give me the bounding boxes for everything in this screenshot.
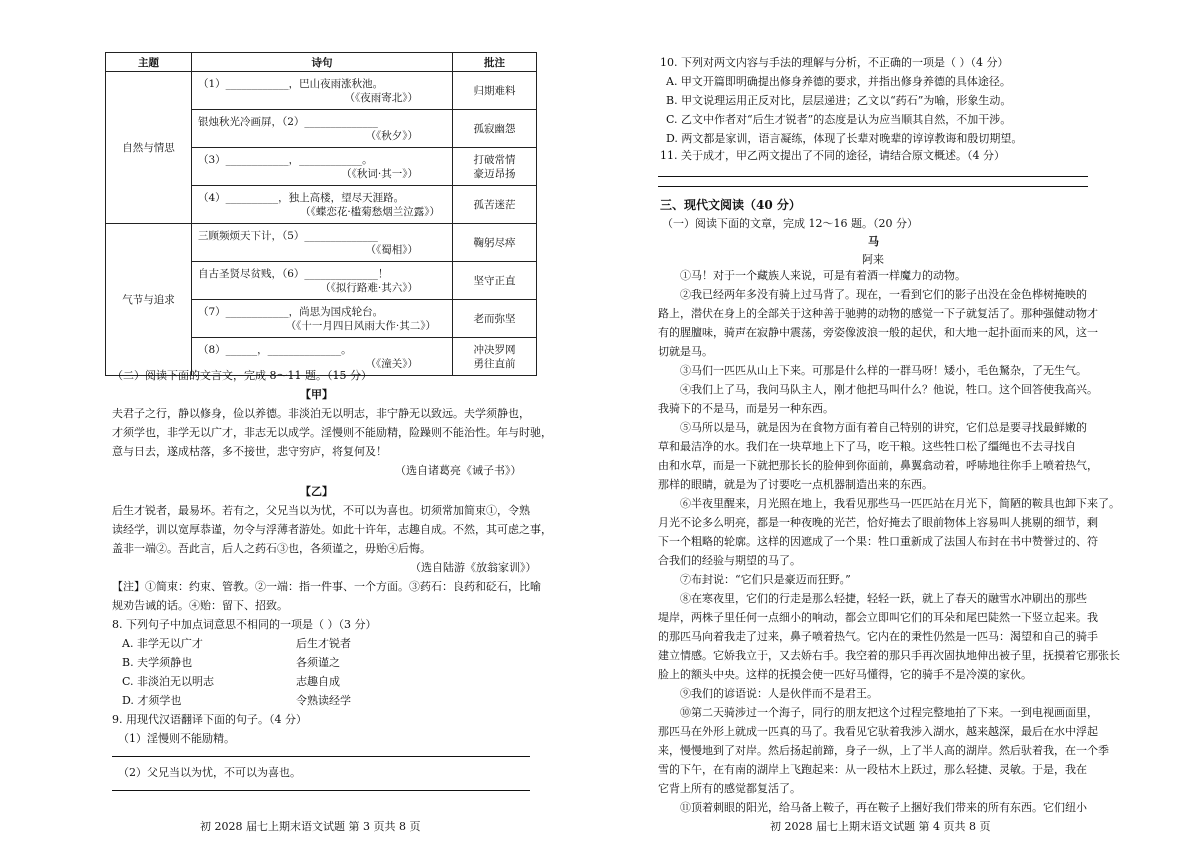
article-line: 路上，潜伏在身上的全部关于这种善于驰骋的动物的感觉一下子就复活了。那种强健动物才 <box>658 307 1098 320</box>
article-line: 雪的下午，在有南的湖岸上飞跑起来：从一段枯木上跃过，那么轻捷、灵敏。于是，我在 <box>658 763 1087 776</box>
table-header: 主题 <box>106 53 192 72</box>
theme-cell: 自然与情思 <box>106 72 192 224</box>
verse-cell <box>191 148 452 186</box>
article-title: 马 <box>868 235 879 248</box>
verse-line: （8）______，______________。 <box>197 343 352 356</box>
question-9-2: （2）父兄当以为忧，不可以为喜也。 <box>118 766 301 779</box>
passage-line: 才须学也，非学无以广才，非志无以成学。淫慢则不能励精，险躁则不能治性。年与时驰， <box>112 426 552 439</box>
note-cell: 孤寂幽怨 <box>453 110 537 148</box>
article-line: ⑥半夜里醒来，月光照在地上，我看见那些马一匹匹站在月光下，简陋的鞍具也卸下来了。 <box>680 497 1120 510</box>
right-page <box>600 0 1200 848</box>
note-cell <box>453 148 537 186</box>
article-line: 它背上所有的感觉都复活了。 <box>658 782 801 795</box>
verse-source: （《十一月四日风雨大作·其二》） <box>285 319 436 332</box>
passage-yi-title: 【乙】 <box>300 485 333 498</box>
article-line: ⑦布封说：“它们只是豪迈而狂野。” <box>680 573 851 586</box>
verse-line: 银烛秋光冷画屏，（2）______________ <box>197 115 378 128</box>
page-footer: 初 2028 届七上期末语文试题 第 3 页共 8 页 <box>200 820 421 833</box>
poetry-table <box>105 52 537 376</box>
option-a-right: 后生才锐者 <box>296 637 351 650</box>
verse-source: （《拟行路难·其六》） <box>320 281 418 294</box>
note-cell: 归期难料 <box>453 72 537 110</box>
verse-line: （3）____________，____________。 <box>197 153 373 166</box>
passage-line: 夫君子之行，静以修身，俭以养德。非淡泊无以明志，非宁静无以致远。夫学须静也， <box>112 407 530 420</box>
passage-line: 后生才锐者，最易坏。若有之，父兄当以为忧，不可以为喜也。切须常加简束①，令熟 <box>112 504 530 517</box>
answer-line <box>112 756 530 757</box>
page-footer: 初 2028 届七上期末语文试题 第 4 页共 8 页 <box>770 820 991 833</box>
verse-line: （1）____________，巴山夜雨涨秋池。 <box>197 77 384 90</box>
verse-line: （7）____________，尚思为国戍轮台。 <box>197 305 384 318</box>
table-row <box>106 224 537 262</box>
q10-option: B. 甲文说理运用正反对比，层层递进；乙文以“药石”为喻，形象生动。 <box>666 94 1012 107</box>
article-line: ⑩第二天骑涉过一个海子，同行的朋友把这个过程完整地拍了下来。一到电视画面里， <box>680 706 1098 719</box>
table-header-row <box>106 53 537 72</box>
option-a-left: A. 非学无以广才 <box>122 637 203 650</box>
article-line: 合我们的经验与期望的马了。 <box>658 554 801 567</box>
article-author: 阿来 <box>862 253 884 266</box>
verse-source: （《秋词·其一》） <box>341 167 418 180</box>
question-9: 9. 用现代汉语翻译下面的句子。（4 分） <box>112 713 307 726</box>
passage-source: （选自诸葛亮《诫子书》） <box>395 464 522 477</box>
note-cell: 坚守正直 <box>453 262 537 300</box>
article-line: 来，慢慢地到了对岸。然后扬起前蹄，身子一纵，上了半人高的湖岸。然后驮着我，在一个季 <box>658 744 1109 757</box>
article-line: 我骑下的不是马，而是另一种东西。 <box>658 402 834 415</box>
answer-line <box>658 186 1088 187</box>
option-d-right: 令熟读经学 <box>296 694 351 707</box>
verse-line: 自古圣贤尽贫贱，（6）______________！ <box>197 267 389 280</box>
article-line: 切就是马。 <box>658 345 713 358</box>
option-c-left: C. 非淡泊无以明志 <box>122 675 215 688</box>
article-line: 月光不论多么明亮，都是一种夜晚的光芒，恰好掩去了眼前物体上容易叫人挑剔的细节，剩 <box>658 516 1098 529</box>
table-header: 批注 <box>453 53 537 72</box>
verse-source: （《夜雨寄北》） <box>344 91 418 104</box>
section-intro: （二）阅读下面的文言文，完成 8～11 题。（15 分） <box>112 369 372 382</box>
verse-cell <box>191 110 452 148</box>
q10-option: D. 两文都是家训，语言凝练，体现了长辈对晚辈的谆谆教诲和殷切期望。 <box>666 132 1023 145</box>
article-line: 那样的眼睛，就是为了讨要吃一点机器制造出来的东西。 <box>658 478 933 491</box>
q10-option: A. 甲文开篇即明确提出修身养德的要求，并指出修身养德的具体途径。 <box>666 75 1011 88</box>
passage-jia-title: 【甲】 <box>300 388 333 401</box>
article-line: 脸上的额头中央。这样的抚摸会使一匹好马懂得，它的骑手不是冷漠的家伙。 <box>658 668 1032 681</box>
verse-cell <box>191 224 452 262</box>
option-b-right: 各须谨之 <box>296 656 340 669</box>
article-line: 由和水草，而是一下就把那长长的脸伸到你面前，鼻翼翕动着，呼哧地往你手上喷着热气， <box>658 459 1098 472</box>
question-10: 10. 下列对两文内容与手法的理解与分析，不正确的一项是（ ）（4 分） <box>660 56 1009 69</box>
verse-source: （《蜀相》） <box>365 243 418 256</box>
article-line: 建立情感。它娇我立于，又去娇右手。我空着的那只手再次固执地伸出被子里，抚摸着它那张长 <box>658 649 1120 662</box>
table-row <box>106 72 537 110</box>
article-line: ①马！对于一个藏族人来说，可是有着酒一样魔力的动物。 <box>680 269 966 282</box>
article-line: 的那匹马向着我走了过来，鼻子喷着热气。它内在的秉性仍然是一匹马：渴望和自己的骑手 <box>658 630 1098 643</box>
verse-cell <box>191 186 452 224</box>
answer-line <box>112 790 530 791</box>
option-d-left: D. 才须学也 <box>122 694 182 707</box>
notes-line: 【注】①简束：约束、管教。②一端：指一件事、一个方面。③药石：良药和砭石，比喻 <box>112 580 541 593</box>
article-line: ⑤马所以是马，就是因为在食物方面有着自己特别的讲究，它们总是要寻找最鲜嫩的 <box>680 421 1087 434</box>
passage-line: 意与日去，遂成枯落，多不接世，悲守穷庐，将复何及！ <box>112 445 387 458</box>
option-c-right: 志趣自成 <box>296 675 340 688</box>
passage-source: （选自陆游《放翁家训》） <box>410 561 537 574</box>
article-line: 草和最洁净的水。我们在一块草地上下了马，吃干粮。这些牲口松了缰绳也不去寻找自 <box>658 440 1076 453</box>
article-line: ⑪顶着刺眼的阳光，给马备上鞍子，再在鞍子上捆好我们带来的所有东西。它们纽小 <box>680 801 1087 814</box>
verse-source: （《蝶恋花·槛菊愁烟兰泣露》） <box>300 205 440 218</box>
passage-line: 盖非一端②。吾此言，后人之药石③也，各须谨之，毋贻④后悔。 <box>112 542 431 555</box>
note-cell: 老而弥坚 <box>453 300 537 338</box>
article-line: 有的腥膻味，骑声在寂静中震荡，旁姿像波浪一般的起伏，和大地一起扑面而来的风，这一 <box>658 326 1098 339</box>
answer-line <box>658 176 1088 177</box>
question-9-1: （1）淫慢则不能励精。 <box>118 732 235 745</box>
article-line: 堤岸，两株子里任何一点细小的响动，都会立即叫它们的耳朵和尾巴陡然一下竖立起来。我 <box>658 611 1098 624</box>
note-line: 打破常情 <box>473 153 516 166</box>
article-line: ④我们上了马，我问马队主人，刚才他把马叫什么？他说，牲口。这个回答使我高兴。 <box>680 383 1098 396</box>
note-cell: 孤苦迷茫 <box>453 186 537 224</box>
verse-cell <box>191 262 452 300</box>
question-11: 11. 关于成才，甲乙两文提出了不同的途径，请结合原文概述。（4 分） <box>660 149 1005 162</box>
verse-cell <box>191 72 452 110</box>
article-line: ⑧在寒夜里，它们的行走是那么轻捷，轻轻一跃，就上了春天的融雪水冲刷出的那些 <box>680 592 1087 605</box>
q10-option: C. 乙文中作者对“后生才锐者”的态度是认为应当顺其自然，不加干涉。 <box>666 113 1012 126</box>
note-line: 勇往直前 <box>473 357 516 370</box>
section-intro: （一）阅读下面的文章，完成 12～16 题。（20 分） <box>662 217 918 230</box>
section-title: 三、现代文阅读（40 分） <box>660 198 801 212</box>
verse-source: （《秋夕》） <box>365 129 418 142</box>
verse-line: 三顾频烦天下计，（5）______________ <box>197 229 378 242</box>
verse-source: （《潼关》） <box>365 357 418 370</box>
option-b-left: B. 夫学须静也 <box>122 656 193 669</box>
question-8: 8. 下列句子中加点词意思不相同的一项是（ ）（3 分） <box>112 618 377 631</box>
theme-cell: 气节与追求 <box>106 224 192 376</box>
passage-line: 读经学，训以宽厚恭谨，勿令与浮薄者游处。如此十许年，志趣自成。不然，其可虑之事， <box>112 523 552 536</box>
article-body <box>658 266 1120 817</box>
verse-line: （4）__________，独上高楼，望尽天涯路。 <box>197 191 405 204</box>
article-line: ③马们一匹匹从山上下来。可那是什么样的一群马呀！矮小，毛色駑杂，了无生气。 <box>680 364 1087 377</box>
verse-cell <box>191 300 452 338</box>
note-cell: 鞠躬尽瘁 <box>453 224 537 262</box>
note-line: 豪迈昂扬 <box>473 167 516 180</box>
article-line: ②我已经两年多没有骑上过马背了。现在，一看到它们的影子出没在金色桦树掩映的 <box>680 288 1087 301</box>
article-line: 下一个粗略的轮廓。这样的因遮成了一个果：牲口重新成了法国人布封在书中赞誉过的、符 <box>658 535 1098 548</box>
note-cell <box>453 338 537 376</box>
notes-line: 规劝告诫的话。④贻：留下、招致。 <box>112 599 288 612</box>
note-line: 冲决罗网 <box>473 343 516 356</box>
article-line: ⑨我们的谚语说：人是伙伴而不是君王。 <box>680 687 878 700</box>
article-line: 那匹马在外形上就成一匹真的马了。我看见它驮着我涉入湖水，越来越深，最后在水中浮起 <box>658 725 1098 738</box>
table-header: 诗句 <box>191 53 452 72</box>
